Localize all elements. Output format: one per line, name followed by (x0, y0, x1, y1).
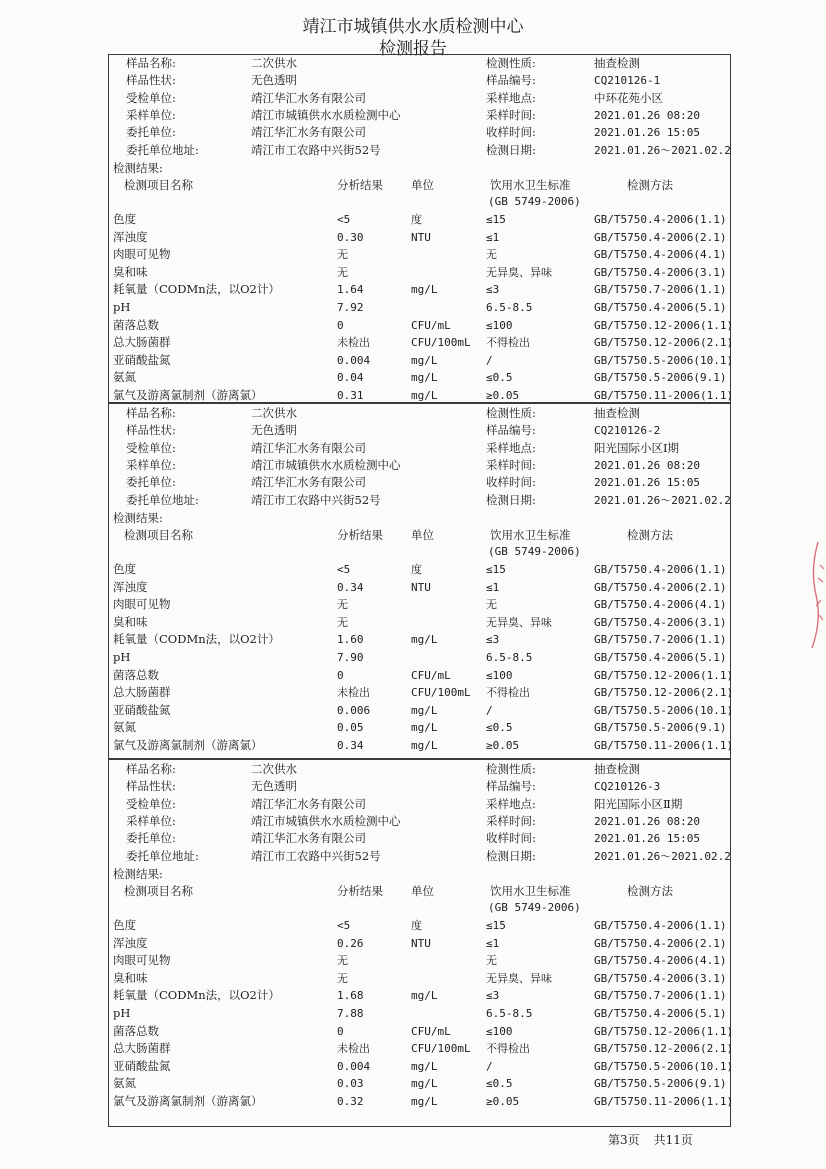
sampling-site-value: 阳光国际小区Ⅱ期 (594, 796, 683, 811)
client-address-label: 委托单位地址: (126, 848, 199, 863)
test-standard: ≤15 (486, 563, 506, 576)
test-item: 色度 (113, 918, 136, 932)
inspected-unit-value: 靖江华汇水务有限公司 (251, 796, 366, 811)
test-unit: mg/L (411, 703, 438, 717)
test-unit: mg/L (411, 283, 438, 297)
sample-state-value: 无色透明 (251, 73, 297, 88)
test-standard: 不得检出 (486, 686, 530, 700)
test-unit: CFU/mL (411, 318, 451, 332)
sample-state-label: 样品性状: (126, 423, 176, 438)
test-date-label: 检测日期: (486, 848, 536, 863)
red-seal-stamp-fragment (804, 540, 826, 650)
test-item: 菌落总数 (113, 317, 159, 332)
sampling-site-label: 采样地点: (486, 796, 536, 811)
sample-number-value: CQ210126-2 (594, 424, 661, 438)
stamp-marks (816, 565, 824, 620)
client-address-value: 靖江市工农路中兴街52号 (251, 848, 381, 863)
header-standard-code: (GB 5749-2006) (488, 901, 581, 914)
results-label: 检测结果: (113, 511, 163, 525)
test-method: GB/T5750.4-2006(1.1) (594, 563, 727, 576)
receipt-time-label: 收样时间: (486, 831, 536, 846)
test-standard: 不得检出 (486, 336, 530, 350)
sample-name-value: 二次供水 (251, 762, 297, 776)
test-method: GB/T5750.12-2006(2.1) (594, 336, 734, 350)
test-unit: mg/L (411, 389, 438, 402)
test-result: 0 (337, 668, 344, 682)
test-result: 0.004 (337, 353, 371, 367)
test-result: 0.03 (337, 1077, 364, 1091)
sample-number-label: 样品编号: (486, 73, 536, 88)
client-unit-label: 委托单位: (126, 831, 176, 846)
header-standard-code: (GB 5749-2006) (488, 545, 581, 558)
test-date-value: 2021.01.26～2021.02.2 (594, 849, 731, 863)
test-method: GB/T5750.5-2006(9.1) (594, 1077, 727, 1091)
receipt-time-label: 收样时间: (486, 125, 536, 140)
test-method: GB/T5750.12-2006(1.1) (594, 318, 734, 332)
sampling-time-value: 2021.01.26 08:20 (594, 458, 700, 472)
test-result: 无 (337, 615, 348, 629)
header-standard: 饮用水卫生标准 (490, 178, 571, 192)
header-result: 分析结果 (337, 178, 383, 192)
test-item: pH (113, 300, 131, 314)
sampling-unit-value: 靖江市城镇供水水质检测中心 (251, 107, 401, 122)
test-unit: mg/L (411, 989, 438, 1003)
test-unit: CFU/mL (411, 668, 451, 682)
test-item: 氯气及游离氯制剂（游离氯） (113, 388, 263, 402)
test-unit: 度 (411, 563, 422, 576)
client-unit-value: 靖江华汇水务有限公司 (251, 475, 366, 490)
sample-state-value: 无色透明 (251, 423, 297, 438)
test-item: 浑浊度 (113, 935, 148, 950)
test-method: GB/T5750.4-2006(3.1) (594, 615, 727, 629)
inspection-type-label: 检测性质: (486, 406, 536, 420)
test-standard: ≤1 (486, 580, 500, 594)
receipt-time-value: 2021.01.26 15:05 (594, 476, 700, 490)
inspected-unit-label: 受检单位: (126, 796, 176, 811)
sampling-time-label: 采样时间: (486, 457, 536, 472)
test-item: 菌落总数 (113, 667, 159, 682)
section-divider (108, 758, 731, 760)
client-address-label: 委托单位地址: (126, 142, 199, 157)
sampling-time-value: 2021.01.26 08:20 (594, 108, 700, 122)
test-result: 0.006 (337, 703, 371, 717)
test-standard: 无 (486, 598, 497, 612)
header-item: 检测项目名称 (124, 528, 193, 542)
test-standard: 无异臭、异味 (486, 971, 552, 985)
test-item: 氨氮 (113, 370, 136, 385)
sample-name-label: 样品名称: (126, 406, 176, 420)
test-standard: 无异臭、异味 (486, 265, 552, 279)
test-item: 色度 (113, 212, 136, 226)
test-result: 1.64 (337, 283, 364, 297)
test-method: GB/T5750.4-2006(3.1) (594, 265, 727, 279)
test-standard: 6.5-8.5 (486, 301, 533, 314)
header-unit: 单位 (411, 528, 434, 542)
test-method: GB/T5750.4-2006(4.1) (594, 954, 727, 968)
test-date-label: 检测日期: (486, 142, 536, 157)
sample-number-label: 样品编号: (486, 779, 536, 794)
test-item: 浑浊度 (113, 579, 148, 594)
client-address-value: 靖江市工农路中兴街52号 (251, 142, 381, 157)
test-unit: NTU (411, 936, 431, 950)
test-unit: 度 (411, 919, 422, 932)
header-result: 分析结果 (337, 528, 383, 542)
client-unit-value: 靖江华汇水务有限公司 (251, 125, 366, 140)
test-date-label: 检测日期: (486, 492, 536, 507)
test-standard: ≤0.5 (486, 1077, 513, 1091)
test-item: 臭和味 (113, 970, 148, 985)
test-item: 氯气及游离氯制剂（游离氯） (113, 1094, 263, 1108)
test-method: GB/T5750.4-2006(4.1) (594, 248, 727, 262)
test-standard: ≤0.5 (486, 371, 513, 385)
test-method: GB/T5750.11-2006(1.1) (594, 1095, 734, 1108)
receipt-time-value: 2021.01.26 15:05 (594, 126, 700, 140)
header-method: 检测方法 (627, 178, 673, 192)
test-date-value: 2021.01.26～2021.02.2 (594, 493, 731, 507)
test-result: 0.05 (337, 721, 364, 735)
test-method: GB/T5750.7-2006(1.1) (594, 633, 727, 647)
test-method: GB/T5750.4-2006(2.1) (594, 936, 727, 950)
test-result: 0.004 (337, 1059, 371, 1073)
header-unit: 单位 (411, 884, 434, 898)
test-result: 0.30 (337, 230, 364, 244)
page-number: 第3页 (608, 1133, 640, 1147)
client-unit-label: 委托单位: (126, 475, 176, 490)
inspected-unit-value: 靖江华汇水务有限公司 (251, 90, 366, 105)
sampling-unit-label: 采样单位: (126, 813, 176, 828)
test-standard: / (486, 703, 493, 717)
test-standard: ≤3 (486, 989, 500, 1003)
test-item: 总大肠菌群 (113, 685, 171, 700)
test-result: 7.90 (337, 651, 364, 664)
client-unit-value: 靖江华汇水务有限公司 (251, 831, 366, 846)
test-item: 亚硝酸盐氮 (113, 702, 171, 717)
sample-state-label: 样品性状: (126, 73, 176, 88)
test-item: 亚硝酸盐氮 (113, 352, 171, 367)
sampling-unit-value: 靖江市城镇供水水质检测中心 (251, 457, 401, 472)
header-standard: 饮用水卫生标准 (490, 884, 571, 898)
test-standard: 无 (486, 954, 497, 968)
test-result: 0.04 (337, 371, 364, 385)
test-result: 0.32 (337, 1095, 364, 1108)
test-date-value: 2021.01.26～2021.02.2 (594, 143, 731, 157)
test-item: 耗氧量（CODMn法，以O2计） (113, 988, 280, 1003)
sampling-site-value: 阳光国际小区Ⅰ期 (594, 440, 680, 455)
test-result: 0.31 (337, 389, 364, 402)
test-result: 无 (337, 265, 348, 279)
receipt-time-label: 收样时间: (486, 475, 536, 490)
test-item: 氨氮 (113, 720, 136, 735)
header-item: 检测项目名称 (124, 178, 193, 192)
test-standard: 6.5-8.5 (486, 1007, 533, 1020)
test-result: <5 (337, 213, 351, 226)
receipt-time-value: 2021.01.26 15:05 (594, 832, 700, 846)
sampling-unit-label: 采样单位: (126, 107, 176, 122)
test-method: GB/T5750.4-2006(3.1) (594, 971, 727, 985)
test-unit: mg/L (411, 1095, 438, 1108)
test-result: 未检出 (337, 336, 370, 350)
test-method: GB/T5750.5-2006(10.1) (594, 1059, 734, 1073)
stamp-edge (812, 542, 818, 648)
test-result: 无 (337, 598, 348, 612)
test-method: GB/T5750.5-2006(10.1) (594, 703, 734, 717)
test-method: GB/T5750.11-2006(1.1) (594, 389, 734, 402)
test-unit: CFU/mL (411, 1024, 451, 1038)
header-item: 检测项目名称 (124, 884, 193, 898)
test-result: 7.92 (337, 301, 364, 314)
test-method: GB/T5750.4-2006(5.1) (594, 1007, 727, 1020)
test-standard: / (486, 353, 493, 367)
test-unit: CFU/100mL (411, 1042, 471, 1056)
sample-name-label: 样品名称: (126, 56, 176, 70)
test-result: 0.26 (337, 936, 364, 950)
test-method: GB/T5750.4-2006(2.1) (594, 230, 727, 244)
page-total: 共11页 (653, 1133, 693, 1147)
test-standard: ≤3 (486, 283, 500, 297)
test-item: 肉眼可见物 (113, 247, 171, 262)
test-unit: mg/L (411, 1077, 438, 1091)
test-standard: ≤1 (486, 936, 500, 950)
test-method: GB/T5750.4-2006(2.1) (594, 580, 727, 594)
test-standard: ≤100 (486, 1024, 513, 1038)
header-unit: 单位 (411, 178, 434, 192)
test-method: GB/T5750.12-2006(2.1) (594, 686, 734, 700)
sample-name-value: 二次供水 (251, 406, 297, 420)
test-result: 无 (337, 971, 348, 985)
header-method: 检测方法 (627, 528, 673, 542)
test-item: 氨氮 (113, 1076, 136, 1091)
test-item: 浑浊度 (113, 229, 148, 244)
test-standard: ≥0.05 (486, 1095, 520, 1108)
test-method: GB/T5750.7-2006(1.1) (594, 989, 727, 1003)
test-item: 色度 (113, 562, 136, 576)
test-standard: ≥0.05 (486, 739, 520, 752)
sampling-site-label: 采样地点: (486, 440, 536, 455)
sampling-site-value: 中环花苑小区 (594, 90, 663, 105)
test-unit: mg/L (411, 721, 438, 735)
test-result: 0.34 (337, 739, 364, 752)
test-standard: / (486, 1059, 493, 1073)
test-method: GB/T5750.12-2006(1.1) (594, 1024, 734, 1038)
test-standard: ≤100 (486, 318, 513, 332)
sample-state-value: 无色透明 (251, 779, 297, 794)
test-unit: mg/L (411, 739, 438, 752)
inspected-unit-label: 受检单位: (126, 90, 176, 105)
test-standard: ≤15 (486, 213, 506, 226)
test-standard: ≥0.05 (486, 389, 520, 402)
test-item: 耗氧量（CODMn法，以O2计） (113, 282, 280, 297)
test-method: GB/T5750.7-2006(1.1) (594, 283, 727, 297)
test-unit: mg/L (411, 633, 438, 647)
sample-number-value: CQ210126-1 (594, 74, 661, 88)
sample-number-value: CQ210126-3 (594, 780, 661, 794)
test-standard: 无 (486, 248, 497, 262)
test-item: pH (113, 650, 131, 664)
test-item: 臭和味 (113, 264, 148, 279)
sample-name-value: 二次供水 (251, 56, 297, 70)
test-result: 1.60 (337, 633, 364, 647)
test-item: 总大肠菌群 (113, 335, 171, 350)
sampling-time-label: 采样时间: (486, 107, 536, 122)
test-standard: ≤1 (486, 230, 500, 244)
test-method: GB/T5750.4-2006(1.1) (594, 213, 727, 226)
header-standard-code: (GB 5749-2006) (488, 195, 581, 208)
test-item: 氯气及游离氯制剂（游离氯） (113, 738, 263, 752)
sampling-unit-label: 采样单位: (126, 457, 176, 472)
test-standard: 不得检出 (486, 1042, 530, 1056)
inspection-type-label: 检测性质: (486, 56, 536, 70)
test-item: 肉眼可见物 (113, 953, 171, 968)
inspected-unit-value: 靖江华汇水务有限公司 (251, 440, 366, 455)
sample-name-label: 样品名称: (126, 762, 176, 776)
inspection-type-label: 检测性质: (486, 762, 536, 776)
sample-state-label: 样品性状: (126, 779, 176, 794)
test-item: 菌落总数 (113, 1023, 159, 1038)
sampling-time-value: 2021.01.26 08:20 (594, 814, 700, 828)
test-result: 0 (337, 318, 344, 332)
results-label: 检测结果: (113, 867, 163, 881)
inspection-type-value: 抽查检测 (594, 406, 640, 420)
test-result: 未检出 (337, 686, 370, 700)
test-standard: 无异臭、异味 (486, 615, 552, 629)
test-standard: ≤15 (486, 919, 506, 932)
test-result: <5 (337, 919, 351, 932)
test-item: 臭和味 (113, 614, 148, 629)
test-standard: 6.5-8.5 (486, 651, 533, 664)
results-label: 检测结果: (113, 161, 163, 175)
inspected-unit-label: 受检单位: (126, 440, 176, 455)
test-method: GB/T5750.5-2006(9.1) (594, 721, 727, 735)
test-method: GB/T5750.4-2006(5.1) (594, 651, 727, 664)
test-item: pH (113, 1006, 131, 1020)
test-unit: mg/L (411, 1059, 438, 1073)
test-unit: NTU (411, 230, 431, 244)
client-unit-label: 委托单位: (126, 125, 176, 140)
inspection-type-value: 抽查检测 (594, 56, 640, 70)
test-standard: ≤100 (486, 668, 513, 682)
test-unit: CFU/100mL (411, 336, 471, 350)
test-unit: NTU (411, 580, 431, 594)
test-standard: ≤0.5 (486, 721, 513, 735)
page-footer (608, 1131, 707, 1148)
test-item: 耗氧量（CODMn法，以O2计） (113, 632, 280, 647)
test-method: GB/T5750.5-2006(9.1) (594, 371, 727, 385)
test-result: 未检出 (337, 1042, 370, 1056)
test-result: 0 (337, 1024, 344, 1038)
test-standard: ≤3 (486, 633, 500, 647)
report-subtitle: 检测报告 (379, 39, 447, 59)
test-method: GB/T5750.4-2006(1.1) (594, 919, 727, 932)
test-result: 7.88 (337, 1007, 364, 1020)
test-result: 无 (337, 954, 348, 968)
header-standard: 饮用水卫生标准 (490, 528, 571, 542)
test-method: GB/T5750.11-2006(1.1) (594, 739, 734, 752)
test-method: GB/T5750.12-2006(2.1) (594, 1042, 734, 1056)
test-unit: 度 (411, 213, 422, 226)
test-result: 1.68 (337, 989, 364, 1003)
test-method: GB/T5750.4-2006(4.1) (594, 598, 727, 612)
test-result: <5 (337, 563, 351, 576)
test-unit: mg/L (411, 353, 438, 367)
sampling-site-label: 采样地点: (486, 90, 536, 105)
test-item: 总大肠菌群 (113, 1041, 171, 1056)
test-method: GB/T5750.12-2006(1.1) (594, 668, 734, 682)
test-method: GB/T5750.4-2006(5.1) (594, 301, 727, 314)
inspection-type-value: 抽查检测 (594, 762, 640, 776)
test-result: 0.34 (337, 580, 364, 594)
test-item: 肉眼可见物 (113, 597, 171, 612)
test-item: 亚硝酸盐氮 (113, 1058, 171, 1073)
sampling-time-label: 采样时间: (486, 813, 536, 828)
test-result: 无 (337, 248, 348, 262)
sample-number-label: 样品编号: (486, 423, 536, 438)
test-unit: CFU/100mL (411, 686, 471, 700)
test-unit: mg/L (411, 371, 438, 385)
client-address-label: 委托单位地址: (126, 492, 199, 507)
header-result: 分析结果 (337, 884, 383, 898)
client-address-value: 靖江市工农路中兴街52号 (251, 492, 381, 507)
report-title: 靖江市城镇供水水质检测中心 (302, 17, 524, 37)
header-method: 检测方法 (627, 884, 673, 898)
sampling-unit-value: 靖江市城镇供水水质检测中心 (251, 813, 401, 828)
test-method: GB/T5750.5-2006(10.1) (594, 353, 734, 367)
